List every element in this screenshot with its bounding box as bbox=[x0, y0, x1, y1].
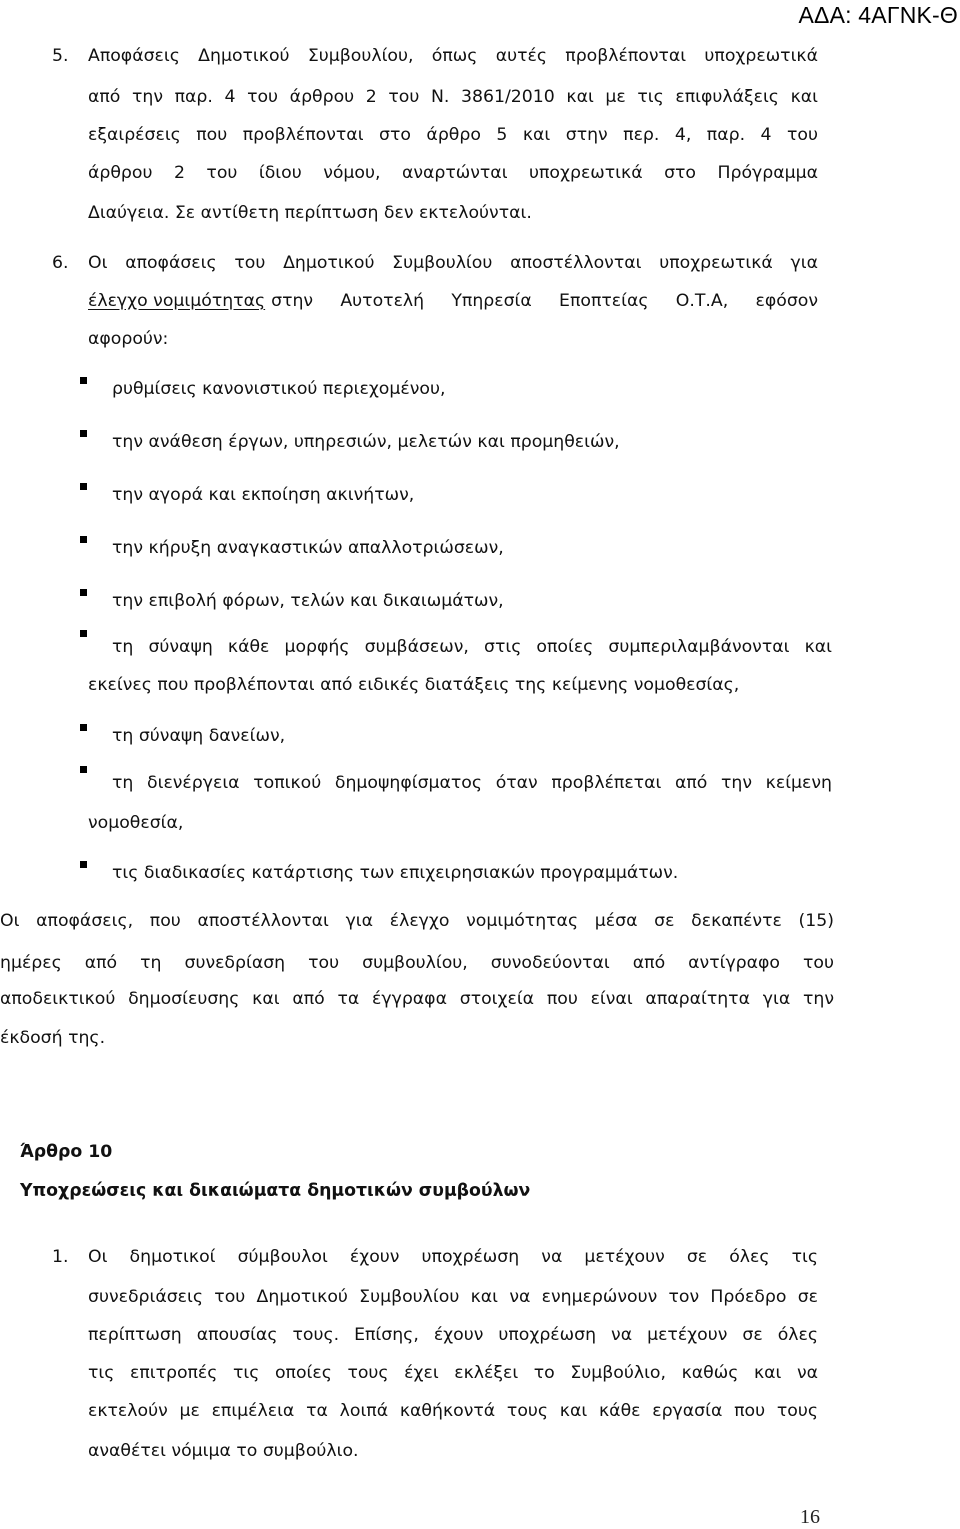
bullet-item-2: την ανάθεση έργων, υπηρεσιών, μελετών και προμηθειών, bbox=[112, 432, 620, 452]
bullet-square bbox=[80, 536, 87, 543]
item-6-line-1: Οι αποφάσεις του Δημοτικού Συμβουλίου αποστέλλονται υποχρεωτικά για bbox=[88, 253, 818, 273]
bullet-square bbox=[80, 430, 87, 437]
item-1-line-2: συνεδριάσεις του Δημοτικού Συμβουλίου και να ενημερώνουν τον Πρόεδρο σε bbox=[88, 1287, 818, 1307]
bullet-item-4: την κήρυξη αναγκαστικών απαλλοτριώσεων, bbox=[112, 538, 504, 558]
item-1-line-3: περίπτωση απουσίας τους. Επίσης, έχουν υποχρέωση να μετέχουν σε όλες bbox=[88, 1325, 818, 1345]
bullet-square bbox=[80, 589, 87, 596]
bullet-item-8: τη διενέργεια τοπικού δημοψηφίσματος όταν προβλέπεται από την κείμενη bbox=[112, 773, 832, 793]
bullet-item-5: την επιβολή φόρων, τελών και δικαιωμάτων, bbox=[112, 591, 504, 611]
paragraph-line-1: Οι αποφάσεις, που αποστέλλονται για έλεγχο νομιμότητας μέσα σε δεκαπέντε (15) bbox=[0, 911, 834, 931]
bullet-square bbox=[80, 766, 87, 773]
bullet-square bbox=[80, 724, 87, 731]
bullet-square bbox=[80, 861, 87, 868]
paragraph-line-4: έκδοσή της. bbox=[0, 1028, 106, 1048]
item-5-line-3: εξαιρέσεις που προβλέπονται στο άρθρο 5 και στην περ. 4, παρ. 4 του bbox=[88, 125, 818, 145]
bullet-item-6: τη σύναψη κάθε μορφής συμβάσεων, στις οποίες συμπεριλαμβάνονται και bbox=[112, 637, 832, 657]
item-1-line-5: εκτελούν με επιμέλεια τα λοιπά καθήκοντά τους και κάθε εργασία που τους bbox=[88, 1401, 818, 1421]
item-5-line-5: Διαύγεια. Σε αντίθετη περίπτωση δεν εκτελούνται. bbox=[88, 203, 532, 223]
item-6-line-2 bbox=[88, 290, 818, 312]
item-6-line-3: αφορούν: bbox=[88, 329, 169, 349]
item-1-number: 1. bbox=[52, 1247, 69, 1267]
bullet-square bbox=[80, 630, 87, 637]
item-1-line-6: αναθέτει νόμιμα το συμβούλιο. bbox=[88, 1441, 359, 1461]
bullet-item-8-continued: νομοθεσία, bbox=[88, 813, 184, 833]
bullet-item-9: τις διαδικασίες κατάρτισης των επιχειρησιακών προγραμμάτων. bbox=[112, 863, 679, 883]
bullet-square bbox=[80, 377, 87, 384]
bullet-item-3: την αγορά και εκποίηση ακινήτων, bbox=[112, 485, 415, 505]
item-6-number: 6. bbox=[52, 253, 69, 273]
page-number: 16 bbox=[800, 1506, 820, 1528]
item-1-line-1: Οι δημοτικοί σύμβουλοι έχουν υποχρέωση να μετέχουν σε όλες τις bbox=[88, 1247, 818, 1267]
legality-check-underlined: έλεγχο νομιμότητας bbox=[88, 291, 266, 311]
bullet-item-7: τη σύναψη δανείων, bbox=[112, 726, 286, 746]
item-1-line-4: τις επιτροπές τις οποίες τους έχει εκλέξει το Συμβούλιο, καθώς και να bbox=[88, 1363, 818, 1383]
paragraph-line-3: αποδεικτικού δημοσίευσης και από τα έγγραφα στοιχεία που είναι απαραίτητα για την bbox=[0, 989, 834, 1009]
bullet-item-1: ρυθμίσεις κανονιστικού περιεχομένου, bbox=[112, 379, 446, 399]
item-6-line-2-rest: στην Αυτοτελή Υπηρεσία Εποπτείας Ο.Τ.Α, εφόσον bbox=[271, 291, 818, 311]
item-5-line-2: από την παρ. 4 του άρθρου 2 του Ν. 3861/2010 και με τις επιφυλάξεις και bbox=[88, 87, 818, 107]
item-5-number: 5. bbox=[52, 46, 69, 66]
item-5-line-4: άρθρου 2 του ίδιου νόμου, αναρτώνται υποχρεωτικά στο Πρόγραμμα bbox=[88, 163, 818, 183]
item-5-line-1: Αποφάσεις Δημοτικού Συμβουλίου, όπως αυτές προβλέπονται υποχρεωτικά bbox=[88, 46, 818, 66]
article-subheading: Υποχρεώσεις και δικαιώματα δημοτικών συμβούλων bbox=[20, 1181, 531, 1201]
bullet-square bbox=[80, 483, 87, 490]
article-heading: Άρθρο 10 bbox=[20, 1142, 113, 1162]
paragraph-line-2: ημέρες από τη συνεδρίαση του συμβουλίου, συνοδεύονται από αντίγραφο του bbox=[0, 953, 834, 973]
ada-code: ΑΔΑ: 4ΑΓΝΚ-Θ bbox=[798, 2, 958, 28]
bullet-item-6-continued: εκείνες που προβλέπονται από ειδικές διατάξεις της κείμενης νομοθεσίας, bbox=[88, 675, 740, 695]
